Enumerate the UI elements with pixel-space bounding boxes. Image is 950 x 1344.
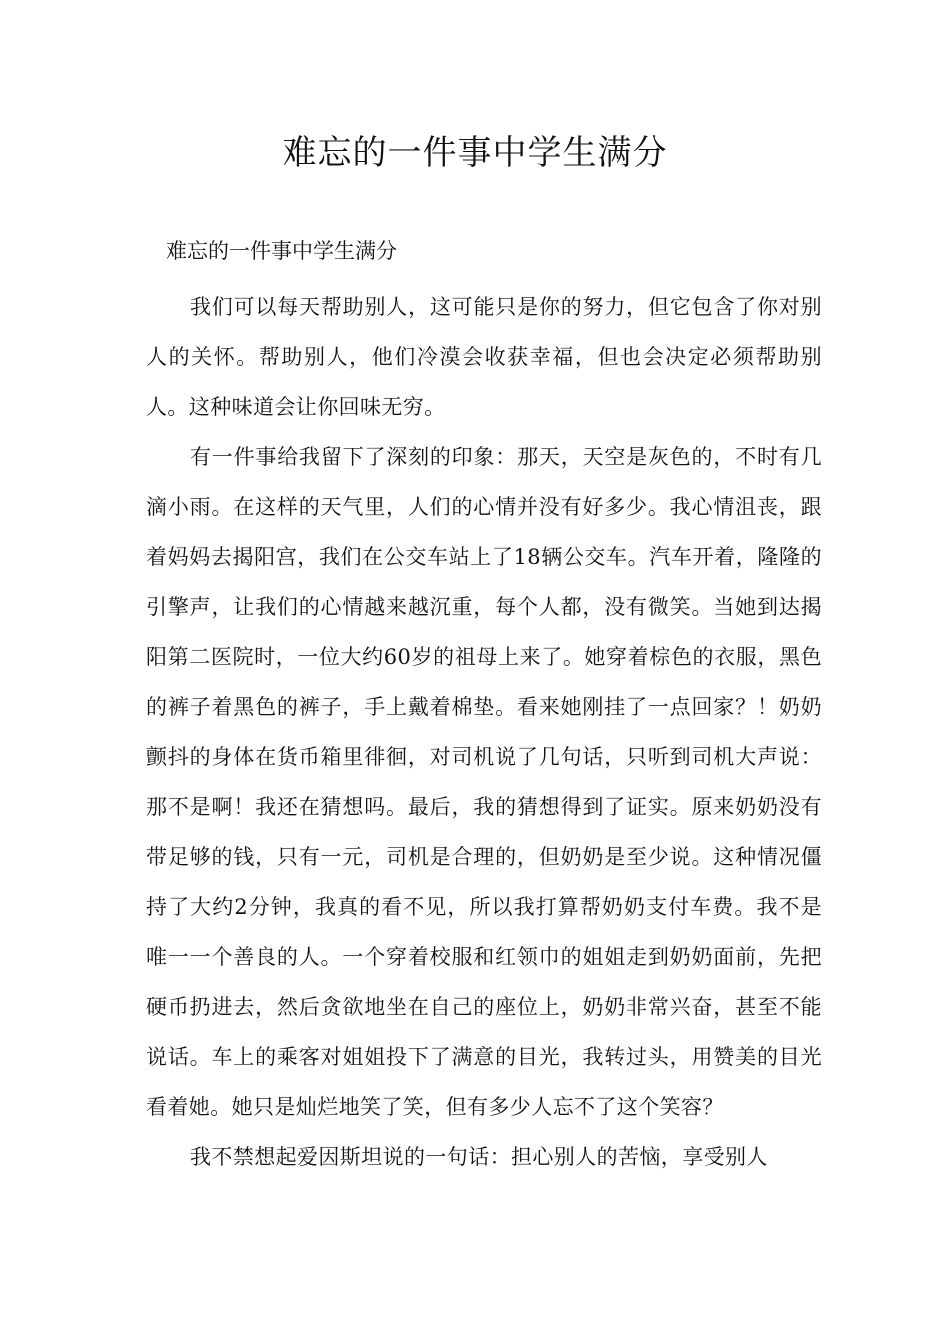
page-title: 难忘的一件事中学生满分 [282, 133, 668, 173]
paragraph-2: 有一件事给我留下了深刻的印象：那天，天空是灰色的，不时有几滴小雨。在这样的天气里，人们的心情并没有好多少。我心情沮丧，跟着妈妈去揭阳宫，我们在公交车站上了18辆公交车。汽车开着，隆隆的引擎声，让我们的心情越来越沉重，每个人都，没有微笑。当她到达揭阳第二医院时，一位大约60岁的祖母上来了。她穿着棕色的衣服，黑色的裤子着黑色的裤子，手上戴着棉垫。看来她刚挂了一点回家？！奶奶颤抖的身体在货币箱里徘徊，对司机说了几句话，只听到司机大声说：那不是啊！我还在猜想吗。最后，我的猜想得到了证实。原来奶奶没有带足够的钱，只有一元，司机是合理的，但奶奶是至少说。这种情况僵持了大约2分钟，我真的看不见，所以我打算帮奶奶支付车费。我不是唯一一个善良的人。一个穿着校服和红领巾的姐姐走到奶奶面前，先把硬币扔进去，然后贪欲地坐在自己的座位上，奶奶非常兴奋，甚至不能说话。车上的乘客对姐姐投下了满意的目光，我转过头，用赞美的目光看着她。她只是灿烂地笑了笑，但有多少人忘不了这个笑容？ [146, 445, 822, 1119]
document-subtitle: 难忘的一件事中学生满分 [166, 239, 397, 263]
paragraph-1: 我们可以每天帮助别人，这可能只是你的努力，但它包含了你对别人的关怀。帮助别人，他们冷漠会收获幸福，但也会决定必须帮助别人。这种味道会让你回味无穷。 [146, 295, 822, 419]
paragraph-3: 我不禁想起爱因斯坦说的一句话：担心别人的苦恼，享受别人 [190, 1145, 768, 1169]
document-body [146, 282, 822, 1182]
